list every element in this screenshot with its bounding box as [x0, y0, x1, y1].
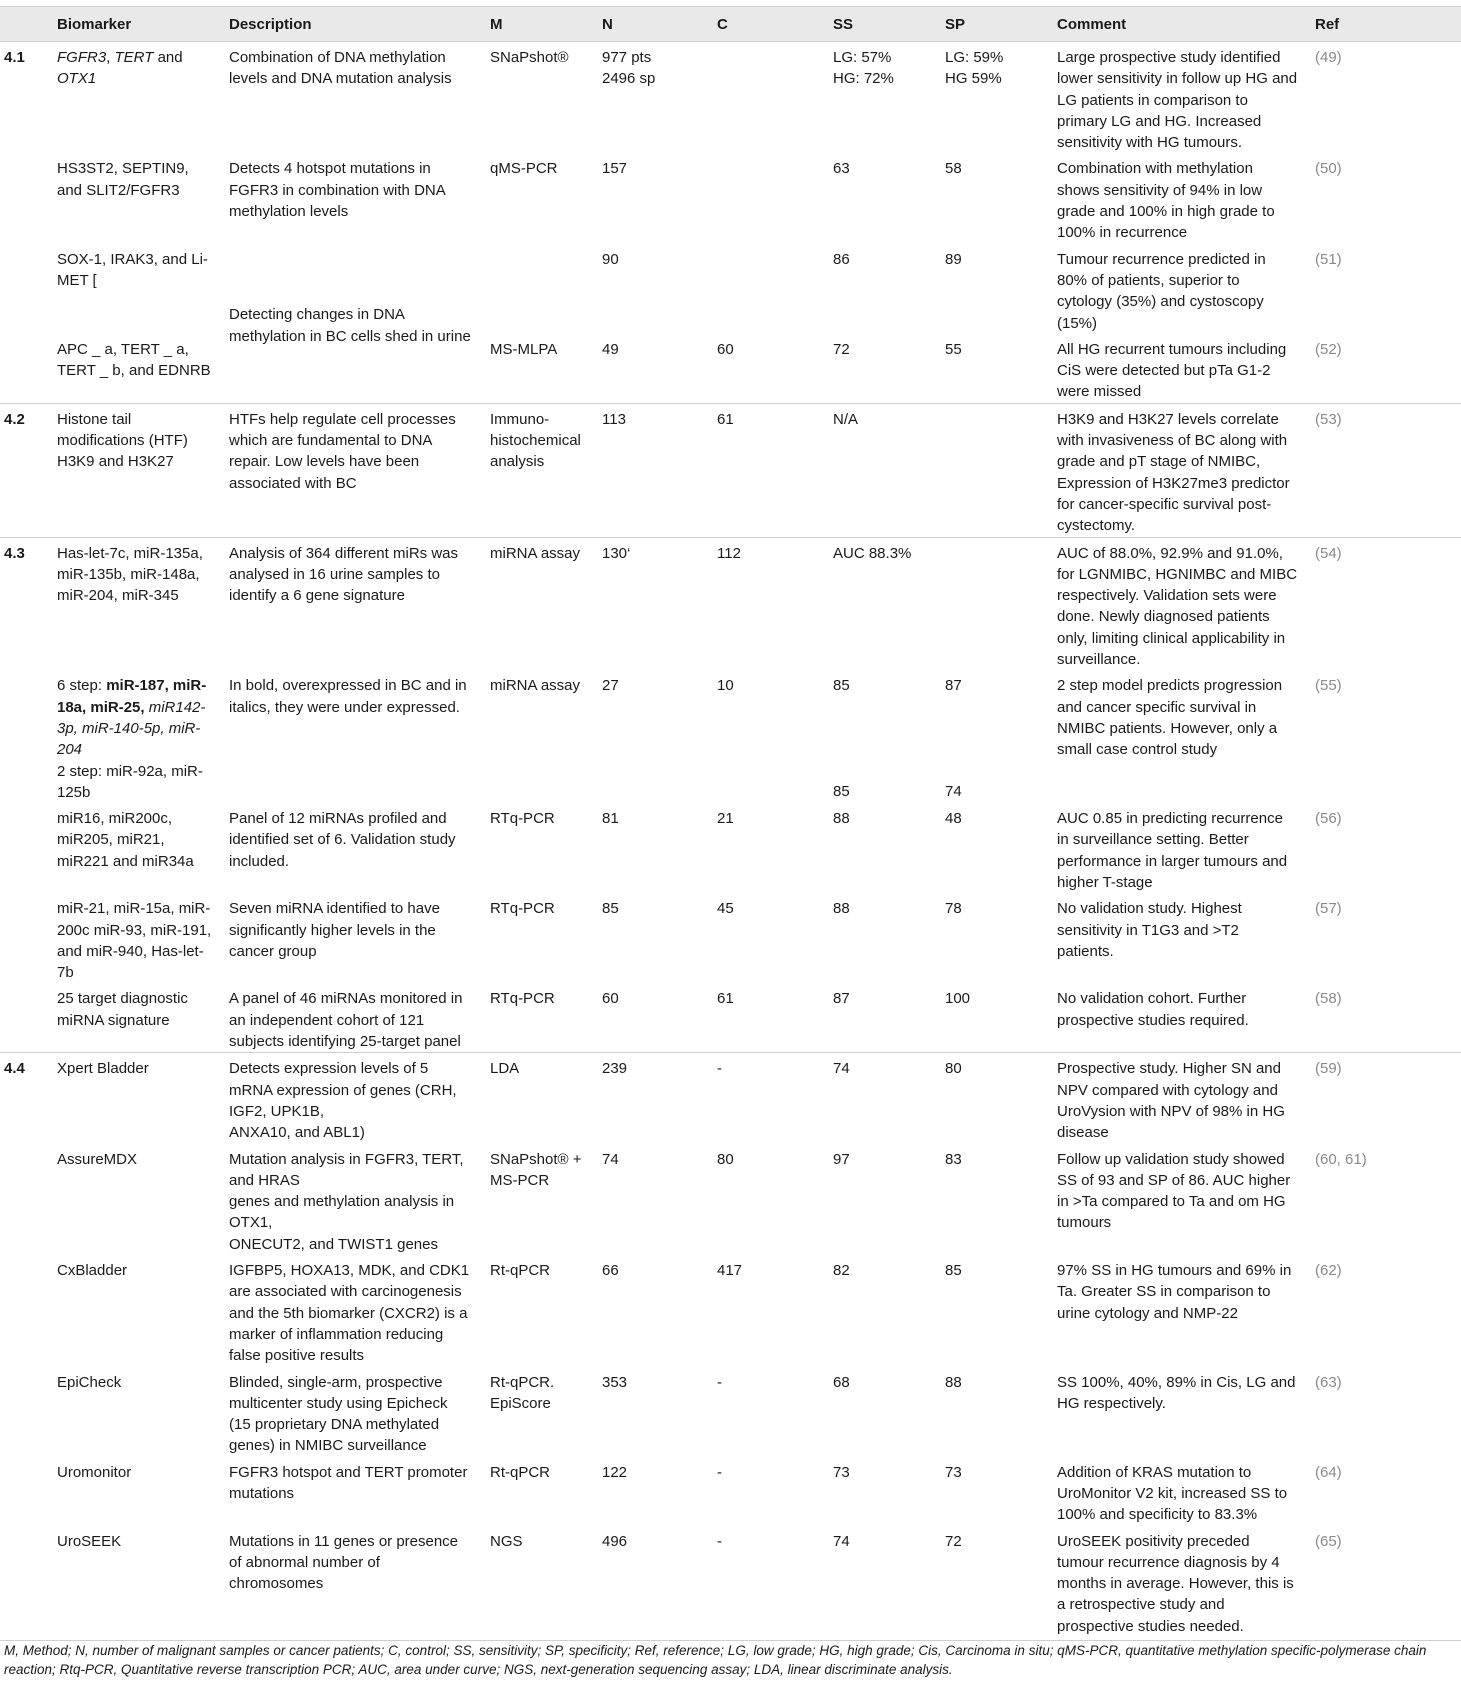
- biomarker-cell: FGFR3, TERT and OTX1: [48, 42, 220, 154]
- method-cell: Rt-qPCR: [490, 1463, 551, 1481]
- comment-cell: AUC of 88.0%, 92.9% and 91.0%, for LGNMIBC, HGNIMBC and MIBC respectively. Validation sets were done. Newly diagnosed patients only, limiting clinical applicability in surveillance.: [1048, 537, 1306, 670]
- comment-cell: Prospective study. Higher SN and NPV compared with cytology and UroVysion with NPV of 98% in HG disease: [1048, 1053, 1306, 1144]
- sp-cell: 72: [936, 1526, 1048, 1641]
- biomarker-cell: miR16, miR200c, miR205, miR21, miR221 and miR34a: [57, 810, 194, 870]
- n-cell: 74: [602, 1150, 619, 1168]
- n-cell: 113: [593, 403, 708, 537]
- c-cell: [708, 244, 824, 334]
- method-cell: miRNA assay: [481, 537, 593, 670]
- n-cell: 977 pts 2496 sp: [593, 42, 708, 154]
- ss-cell: 88: [833, 810, 850, 828]
- c-cell: -: [708, 1053, 824, 1144]
- comment-cell: 97% SS in HG tumours and 69% in Ta. Greater SS in comparison to urine cytology and NMP-22: [1057, 1262, 1292, 1322]
- c-cell: -: [717, 1373, 722, 1391]
- comment-cell: UroSEEK positivity preceded tumour recurrence diagnosis by 4 months in average. However, this is a retrospective study and prospective studies needed.: [1048, 1526, 1306, 1641]
- table-row: [0, 1144, 1461, 1255]
- ref-link[interactable]: (58): [1315, 990, 1342, 1008]
- n-cell: 66: [602, 1262, 619, 1280]
- ss-cell: 63: [833, 160, 850, 178]
- sp-cell: 100: [945, 990, 971, 1008]
- method-cell: Rt-qPCR. EpiScore: [490, 1373, 555, 1412]
- comment-cell: AUC 0.85 in predicting recurrence in surveillance setting. Better performance in larger tumours and higher T-stage: [1057, 810, 1288, 891]
- c-cell: 61: [708, 403, 824, 537]
- sp-cell: 73: [945, 1463, 962, 1481]
- n-cell: 85: [602, 900, 619, 918]
- n-cell: 157: [602, 160, 628, 178]
- biomarker-cell: Xpert Bladder: [48, 1053, 220, 1144]
- n-cell: 27: [602, 677, 619, 695]
- description-cell: Combination of DNA methylation levels and DNA mutation analysis: [220, 42, 481, 154]
- comment-cell: H3K9 and H3K27 levels correlate with invasiveness of BC along with grade and pT stage of NMIBC, Expression of H3K27me3 predictor for cancer-specific survival post-cystectomy.: [1048, 403, 1306, 537]
- sp-cell: 80: [936, 1053, 1048, 1144]
- c-cell: [708, 153, 824, 243]
- table-row: [0, 244, 1461, 334]
- table-row: [0, 1526, 1461, 1641]
- biomarker-cell: 25 target diagnostic miRNA signature: [57, 990, 188, 1029]
- c-cell: 61: [717, 990, 734, 1008]
- ss-cell: 72: [833, 340, 850, 358]
- table-row: [0, 893, 1461, 983]
- method-cell: Immuno-histochemical analysis: [481, 403, 593, 537]
- sp-cell: 88: [945, 1373, 962, 1391]
- sp-cell: 55: [945, 340, 962, 358]
- c-cell: 80: [717, 1150, 734, 1168]
- method-cell: LDA: [481, 1053, 593, 1144]
- n-cell: 353: [602, 1373, 628, 1391]
- biomarker-cell: SOX-1, IRAK3, and Li-MET [: [57, 250, 208, 289]
- biomarker-cell: HS3ST2, SEPTIN9, and SLIT2/FGFR3: [57, 160, 189, 199]
- sp-cell: LG: 59% HG 59%: [936, 42, 1048, 154]
- c-cell: [708, 42, 824, 154]
- comment-cell: Addition of KRAS mutation to UroMonitor V2 kit, increased SS to 100% and specificity to 83.3%: [1057, 1463, 1288, 1524]
- ref-link[interactable]: (64): [1315, 1463, 1342, 1481]
- c-cell: 112: [708, 537, 824, 670]
- sp-cell: 87: [945, 677, 962, 695]
- comment-cell: No validation cohort. Further prospective studies required.: [1057, 990, 1249, 1029]
- method-cell: SNaPshot® + MS-PCR: [490, 1150, 582, 1189]
- biomarker-table: [0, 6, 1461, 1641]
- ss-cell: 68: [833, 1373, 850, 1391]
- header-biomarker: Biomarker: [48, 7, 220, 42]
- ss-cell: 87: [833, 990, 850, 1008]
- c-cell: 45: [717, 900, 734, 918]
- section-number: 4.3: [0, 537, 48, 670]
- table-row: [0, 1255, 1461, 1366]
- ref-link[interactable]: (56): [1315, 810, 1342, 828]
- description-cell: Panel of 12 miRNAs profiled and identified set of 6. Validation study included.: [229, 810, 456, 870]
- comment-cell: Tumour recurrence predicted in 80% of patients, superior to cytology (35%) and cystoscopy (15%): [1057, 250, 1266, 332]
- header-n: N: [593, 7, 708, 42]
- description-cell: IGFBP5, HOXA13, MDK, and CDK1 are associated with carcinogenesis and the 5th biomarker (CXCR2) is a marker of inflammation reducing false positive results: [229, 1262, 470, 1365]
- n-cell: 122: [602, 1463, 628, 1481]
- table-header-row: [0, 7, 1461, 42]
- header-c: C: [708, 7, 824, 42]
- method-cell: NGS: [481, 1526, 593, 1641]
- table-row: [0, 537, 1461, 670]
- table-row: [0, 670, 1461, 776]
- table-footnote: M, Method; N, number of malignant samples or cancer patients; C, control; SS, sensitivity; SP, specificity; Ref, reference; LG, low grade; HG, high grade; Cis, Carcinoma in situ; qMS-PCR, quantitative methylation specific-polymerase chain reaction; Rtq-PCR, Quantitative reverse transcription PCR; AUC, area under curve; NGS, next-generation sequencing assay; LDA, linear discriminate analysis.: [4, 1643, 1427, 1677]
- sp-cell: 58: [945, 160, 962, 178]
- header-comment: Comment: [1048, 7, 1306, 42]
- biomarker-cell: Uromonitor: [57, 1463, 132, 1481]
- biomarker-cell: AssureMDX: [57, 1150, 138, 1168]
- header-sp: SP: [936, 7, 1048, 42]
- biomarker-cell: APC _ a, TERT _ a, TERT _ b, and EDNRB: [57, 340, 211, 380]
- method-cell: Rt-qPCR: [490, 1262, 551, 1280]
- ref-link[interactable]: (60, 61): [1315, 1150, 1367, 1168]
- ref-link[interactable]: (53): [1306, 403, 1461, 537]
- ss-cell: N/A: [824, 403, 936, 537]
- ref-link[interactable]: (54): [1306, 537, 1461, 670]
- description-cell: Seven miRNA identified to have significantly higher levels in the cancer group: [229, 900, 440, 960]
- description-cell: Mutation analysis in FGFR3, TERT, and HRAS genes and methylation analysis in OTX1, ONECUT2, and TWIST1 genes: [229, 1150, 464, 1253]
- sp-cell: 74: [945, 783, 962, 801]
- biomarker-cell: EpiCheck: [57, 1373, 122, 1391]
- c-cell: -: [717, 1463, 722, 1481]
- table-row: [0, 42, 1461, 154]
- header-ss: SS: [824, 7, 936, 42]
- description-cell: A panel of 46 miRNAs monitored in an independent cohort of 121 subjects identifying 25-target panel: [229, 990, 463, 1051]
- comment-cell: Follow up validation study showed SS of 93 and SP of 86. AUC higher in >Ta compared to Ta and om HG tumours: [1057, 1150, 1291, 1232]
- biomarker-cell: Has-let-7c, miR-135a, miR-135b, miR-148a, miR-204, miR-345: [48, 537, 220, 670]
- method-cell: qMS-PCR: [490, 160, 558, 178]
- n-cell: 81: [602, 810, 619, 828]
- sp-cell: 48: [945, 810, 962, 828]
- ss-cell: 82: [833, 1262, 850, 1280]
- biomarker-cell: Histone tail modifications (HTF) H3K9 and H3K27: [48, 403, 220, 537]
- method-cell: RTq-PCR: [490, 810, 555, 828]
- comment-cell: Large prospective study identified lower sensitivity in follow up HG and LG patients in comparison to primary LG and HG. Increased sensitivity with HG tumours.: [1048, 42, 1306, 154]
- ss-cell: LG: 57% HG: 72%: [824, 42, 936, 154]
- biomarker-cell: 6 step: miR-187, miR-18a, miR-25, miR142-3p, miR-140-5p, miR-204 2 step: miR-92a, miR-125b: [57, 677, 207, 801]
- description-cell: FGFR3 hotspot and TERT promoter mutations: [229, 1463, 468, 1502]
- c-cell: -: [708, 1526, 824, 1641]
- table-row: [0, 403, 1461, 537]
- n-cell: 90: [602, 250, 619, 268]
- header-method: M: [481, 7, 593, 42]
- sp-cell: 85: [945, 1262, 962, 1280]
- ref-link[interactable]: (52): [1315, 340, 1342, 358]
- n-cell: 130‘: [593, 537, 708, 670]
- table-row: [0, 153, 1461, 243]
- table-row: [0, 1053, 1461, 1144]
- ref-link[interactable]: (63): [1315, 1373, 1342, 1391]
- ss-cell: 73: [833, 1463, 850, 1481]
- method-cell: RTq-PCR: [490, 900, 555, 918]
- header-section: [0, 7, 48, 42]
- method-cell: MS-MLPA: [490, 340, 558, 358]
- n-cell: 496: [593, 1526, 708, 1641]
- sp-cell: [936, 537, 1048, 670]
- ss-cell: 97: [833, 1150, 850, 1168]
- section-number: 4.2: [0, 403, 48, 537]
- ref-link[interactable]: (55): [1315, 677, 1342, 695]
- ss-cell: 86: [833, 250, 850, 268]
- ss-cell: AUC 88.3%: [824, 537, 936, 670]
- section-number: 4.1: [0, 42, 48, 154]
- ref-link[interactable]: (59): [1306, 1053, 1461, 1144]
- comment-cell: SS 100%, 40%, 89% in Cis, LG and HG respectively.: [1057, 1373, 1296, 1412]
- comment-cell: 2 step model predicts progression and cancer specific survival in NMIBC patients. However, only a small case control study: [1057, 677, 1283, 759]
- ref-link[interactable]: (62): [1315, 1262, 1342, 1280]
- ss-cell: 74: [824, 1053, 936, 1144]
- sp-cell: 78: [945, 900, 962, 918]
- description-cell: HTFs help regulate cell processes which are fundamental to DNA repair. Low levels have been associated with BC: [220, 403, 481, 537]
- ss-cell: 85: [833, 783, 850, 801]
- description-cell: Mutations in 11 genes or presence of abnormal number of chromosomes: [220, 1526, 481, 1641]
- comment-cell: No validation study. Highest sensitivity in T1G3 and >T2 patients.: [1057, 900, 1242, 960]
- description-cell: Detects expression levels of 5 mRNA expression of genes (CRH, IGF2, UPK1B, ANXA10, and ABL1): [220, 1053, 481, 1144]
- n-cell: 49: [602, 340, 619, 358]
- table-row: [0, 1367, 1461, 1457]
- ref-link[interactable]: (49): [1306, 42, 1461, 154]
- biomarker-cell: CxBladder: [57, 1262, 128, 1280]
- sp-cell: [936, 403, 1048, 537]
- c-cell: 10: [717, 677, 734, 695]
- method-cell: miRNA assay: [490, 677, 581, 695]
- description-cell: In bold, overexpressed in BC and in italics, they were under expressed.: [229, 677, 467, 716]
- ss-cell: 85: [833, 677, 850, 695]
- description-cell: Analysis of 364 different miRs was analysed in 16 urine samples to identify a 6 gene signature: [220, 537, 481, 670]
- table-row: [0, 983, 1461, 1052]
- table-row: [0, 803, 1461, 893]
- c-cell: 60: [717, 340, 734, 358]
- biomarker-cell: UroSEEK: [48, 1526, 220, 1641]
- table-row: [0, 1457, 1461, 1526]
- biomarker-cell: miR-21, miR-15a, miR-200c miR-93, miR-191, and miR-940, Has-let-7b: [57, 900, 212, 982]
- ref-link[interactable]: (57): [1315, 900, 1342, 918]
- ref-link[interactable]: (65): [1306, 1526, 1461, 1641]
- description-cell: Detecting changes in DNA methylation in BC cells shed in urine: [229, 306, 471, 345]
- sp-cell: 83: [945, 1150, 962, 1168]
- ref-link[interactable]: (50): [1315, 160, 1342, 178]
- header-ref: Ref: [1306, 7, 1461, 42]
- method-cell: SNaPshot®: [481, 42, 593, 154]
- method-cell: RTq-PCR: [490, 990, 555, 1008]
- comment-cell: Combination with methylation shows sensitivity of 94% in low grade and 100% in high grade to 100% in recurrence: [1057, 160, 1275, 242]
- description-cell: Blinded, single-arm, prospective multicenter study using Epicheck (15 proprietary DNA methylated genes) in NMIBC surveillance: [229, 1373, 448, 1455]
- ref-link[interactable]: (51): [1315, 250, 1342, 268]
- c-cell: 417: [717, 1262, 743, 1280]
- ss-cell: 88: [833, 900, 850, 918]
- n-cell: 60: [602, 990, 619, 1008]
- n-cell: 239: [593, 1053, 708, 1144]
- section-number: 4.4: [0, 1053, 48, 1144]
- sp-cell: 89: [945, 250, 962, 268]
- comment-cell: All HG recurrent tumours including CiS were detected but pTa G1-2 were missed: [1057, 340, 1287, 401]
- description-cell: Detects 4 hotspot mutations in FGFR3 in combination with DNA methylation levels: [229, 160, 445, 221]
- method-cell: [481, 244, 593, 334]
- ss-cell: 74: [824, 1526, 936, 1641]
- table-row: [0, 334, 1461, 403]
- c-cell: 21: [717, 810, 734, 828]
- header-description: Description: [220, 7, 481, 42]
